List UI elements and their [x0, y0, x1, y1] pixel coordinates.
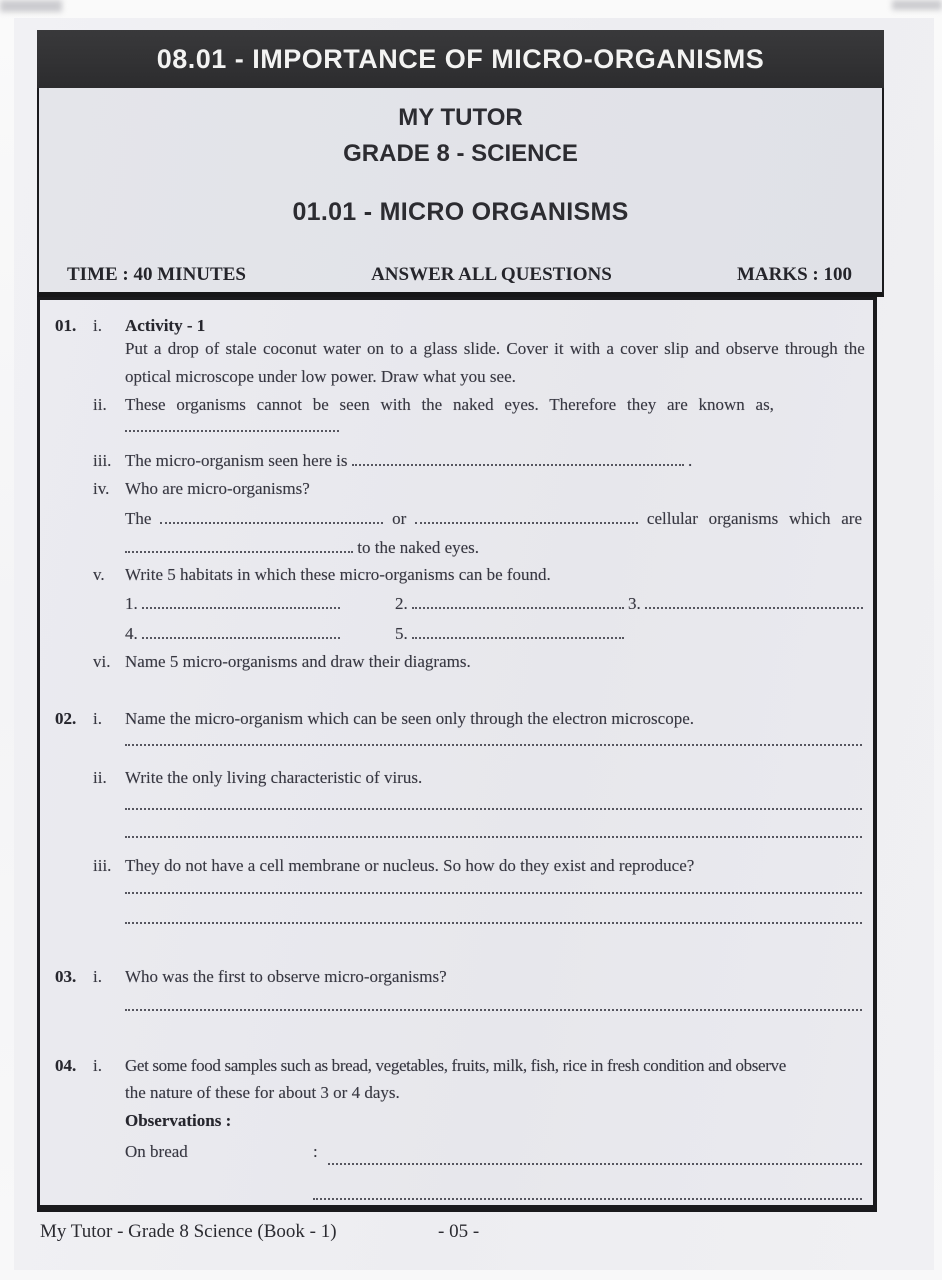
fill-in-blank-line: The or cellular organisms which are	[125, 509, 863, 528]
question-01-vi: vi. Name 5 micro-organisms and draw their diagrams.	[93, 652, 471, 671]
sub-item-label: i.	[93, 316, 102, 335]
answer-dotted-line	[125, 418, 339, 432]
footer-book-label: My Tutor - Grade 8 Science (Book - 1)	[40, 1221, 337, 1242]
scan-artifact	[892, 0, 942, 10]
sub-item-label: iii.	[93, 451, 112, 470]
sub-item-label: i.	[93, 709, 102, 728]
lesson-title: 01.01 - MICRO ORGANISMS	[292, 198, 629, 226]
question-02-ii: ii. Write the only living characteristic of virus.	[93, 768, 423, 787]
observations-heading: Observations :	[125, 1111, 232, 1130]
answer-dotted-line	[125, 540, 353, 553]
sub-item-label: v.	[93, 565, 105, 584]
question-number: 02.	[55, 709, 77, 728]
sub-item-label: ii.	[93, 768, 107, 787]
question-03-i: 03. i. Who was the first to observe micro-organisms?	[55, 967, 447, 986]
habitat-blanks-row: 4. 5.	[40, 624, 873, 651]
answer-dotted-line	[328, 1151, 862, 1165]
answer-instruction: ANSWER ALL QUESTIONS	[371, 264, 612, 285]
answer-dotted-line	[160, 511, 383, 524]
question-04-text-line: the nature of these for about 3 or 4 days.	[125, 1083, 400, 1102]
question-02-iii: iii. They do not have a cell membrane or nucleus. So how do they exist and reproduce?	[93, 856, 695, 875]
question-number: 04.	[55, 1056, 77, 1075]
footer-page-number: - 05 -	[438, 1221, 480, 1242]
paper-header	[37, 88, 884, 297]
question-02-i: 02. i. Name the micro-organism which can be seen only through the electron microscope.	[55, 709, 695, 728]
grade-subject-title: GRADE 8 - SCIENCE	[343, 140, 578, 167]
total-marks: MARKS : 100	[736, 264, 852, 285]
answer-dotted-line	[352, 453, 684, 466]
answer-dotted-line	[142, 596, 340, 609]
question-04-i: 04. i. Get some food samples such as bread, vegetables, fruits, milk, fish, rice in fresh condition and observe	[55, 1056, 786, 1075]
sub-item-label: ii.	[93, 395, 107, 414]
sub-item-label: i.	[93, 967, 102, 986]
answer-dotted-line	[125, 910, 862, 924]
exam-meta-row	[39, 260, 882, 290]
sub-item-label: iii.	[93, 856, 112, 875]
observation-item-label: On bread	[125, 1142, 188, 1161]
answer-dotted-line	[125, 796, 862, 810]
sub-item-label: iv.	[93, 479, 110, 498]
answer-dotted-line	[313, 1186, 862, 1200]
activity-text-line: Put a drop of stale coconut water on to a glass slide. Cover it with a cover slip and observe through the	[125, 339, 865, 358]
activity-text-line: optical microscope under low power. Draw what you see.	[125, 367, 516, 386]
question-01-ii: ii. These organisms cannot be seen with the naked eyes. Therefore they are known as,	[93, 395, 774, 414]
institute-name: MY TUTOR	[398, 104, 523, 131]
answer-dotted-line	[125, 824, 862, 838]
sub-item-label: vi.	[93, 652, 111, 671]
scan-artifact	[0, 0, 62, 12]
sub-item-label: i.	[93, 1056, 102, 1075]
chapter-title-bar	[37, 30, 884, 88]
answer-dotted-line	[142, 626, 340, 639]
questions-area	[37, 297, 877, 1212]
answer-dotted-line	[125, 880, 862, 894]
question-number: 01.	[55, 316, 77, 335]
page-footer	[40, 1221, 922, 1251]
answer-dotted-line	[412, 596, 624, 609]
question-01-v: v. Write 5 habitats in which these micro-organisms can be found.	[93, 565, 551, 584]
answer-dotted-line	[125, 997, 862, 1011]
question-01-iv: iv. Who are micro-organisms?	[93, 479, 310, 498]
habitat-blanks-row: 1. 2. 3.	[40, 594, 873, 621]
fill-in-blank-line: to the naked eyes.	[40, 538, 873, 565]
chapter-title: 08.01 - IMPORTANCE OF MICRO-ORGANISMS	[156, 43, 765, 74]
colon-separator: :	[313, 1142, 318, 1161]
activity-title: Activity - 1	[125, 316, 206, 335]
question-number: 03.	[55, 967, 77, 986]
question-01-iii: iii. The micro-organism seen here is .	[93, 451, 693, 470]
answer-dotted-line	[415, 511, 638, 524]
answer-dotted-line	[125, 732, 862, 746]
time-allocation: TIME : 40 MINUTES	[67, 264, 246, 285]
answer-dotted-line	[645, 596, 863, 609]
answer-dotted-line	[412, 626, 624, 639]
